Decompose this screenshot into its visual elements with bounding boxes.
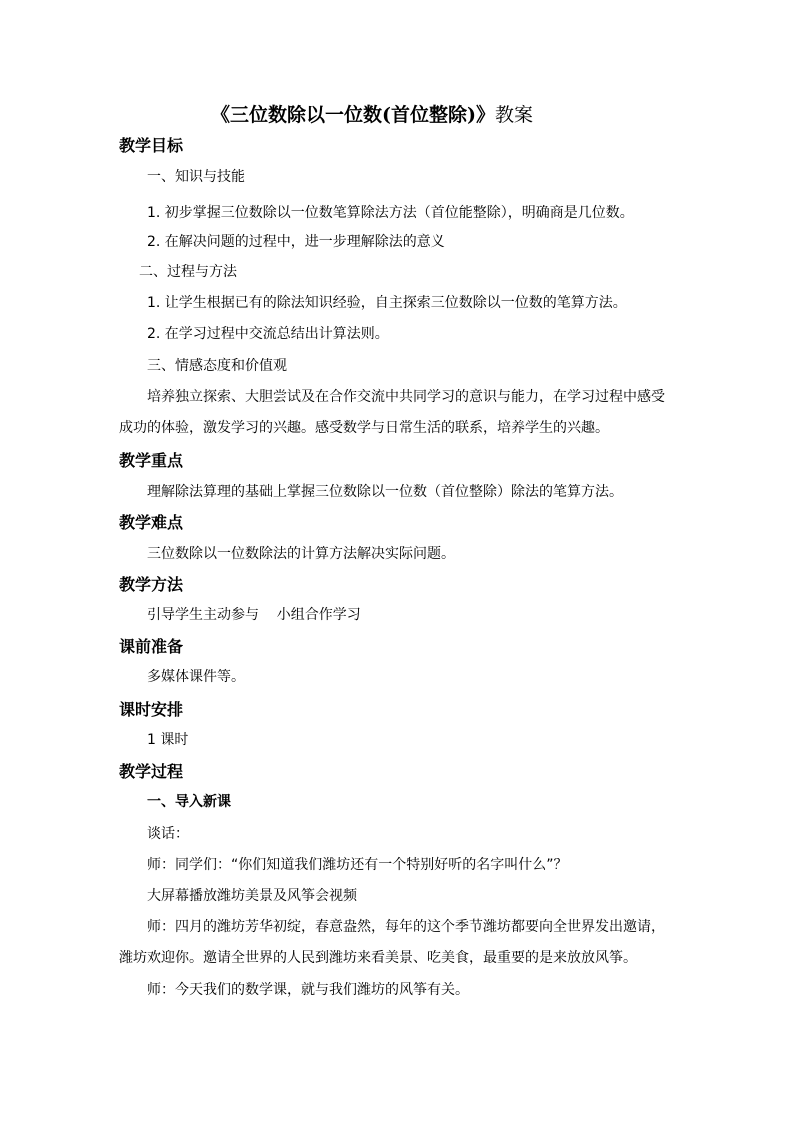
process-line-2: 师：同学们：“你们知道我们潍坊还有一个特别好听的名字叫什么”？ — [147, 857, 568, 873]
methods-text: 引导学生主动参与 小组合作学习 — [147, 607, 361, 623]
heading-goals: 教学目标 — [119, 136, 184, 155]
subheading-knowledge: 一、知识与技能 — [147, 169, 245, 185]
heading-key-points: 教学重点 — [119, 451, 184, 470]
document-title — [211, 103, 533, 127]
preparation-text: 多媒体课件等。 — [147, 669, 245, 685]
heading-preparation: 课前准备 — [119, 637, 184, 656]
process-line-3: 大屏幕播放潍坊美景及风筝会视频 — [147, 888, 357, 904]
knowledge-item-1: 1. 初步掌握三位数除以一位数笔算除法方法（首位能整除），明确商是几位数。 — [147, 205, 634, 221]
subheading-process: 二、过程与方法 — [139, 264, 237, 280]
process-line-5: 潍坊欢迎你。邀请全世界的人民到潍坊来看美景、吃美食，最重要的是来放放风筝。 — [119, 950, 637, 966]
process-line-1: 谈话： — [147, 826, 189, 842]
subheading-introduction: 一、导入新课 — [147, 794, 231, 810]
heading-schedule: 课时安排 — [119, 700, 184, 719]
heading-difficulties: 教学难点 — [119, 513, 184, 532]
heading-teaching-process: 教学过程 — [119, 762, 184, 781]
heading-methods: 教学方法 — [119, 575, 184, 594]
process-line-6: 师：今天我们的数学课，就与我们潍坊的风筝有关。 — [147, 982, 469, 998]
title-suffix: 教案 — [494, 104, 533, 126]
schedule-text: 1 课时 — [147, 732, 189, 748]
emotion-paragraph-line-2: 成功的体验，激发学习的兴趣。感受数学与日常生活的联系，培养学生的兴趣。 — [119, 420, 609, 436]
title-main: 《三位数除以一位数(首位整除)》 — [211, 104, 495, 126]
knowledge-item-2: 2. 在解决问题的过程中，进一步理解除法的意义 — [147, 234, 445, 250]
process-line-4: 师：四月的潍坊芳华初绽，春意盎然，每年的这个季节潍坊都要向全世界发出邀请， — [147, 919, 665, 935]
emotion-paragraph-line-1: 培养独立探索、大胆尝试及在合作交流中共同学习的意识与能力，在学习过程中感受 — [147, 389, 665, 405]
difficulties-text: 三位数除以一位数除法的计算方法解决实际问题。 — [147, 546, 455, 562]
subheading-emotion: 三、情感态度和价值观 — [147, 358, 287, 374]
process-item-1: 1. 让学生根据已有的除法知识经验，自主探索三位数除以一位数的笔算方法。 — [147, 295, 627, 311]
process-item-2: 2. 在学习过程中交流总结出计算法则。 — [147, 326, 389, 342]
key-points-text: 理解除法算理的基础上掌握三位数除以一位数（首位整除）除法的笔算方法。 — [147, 484, 623, 500]
